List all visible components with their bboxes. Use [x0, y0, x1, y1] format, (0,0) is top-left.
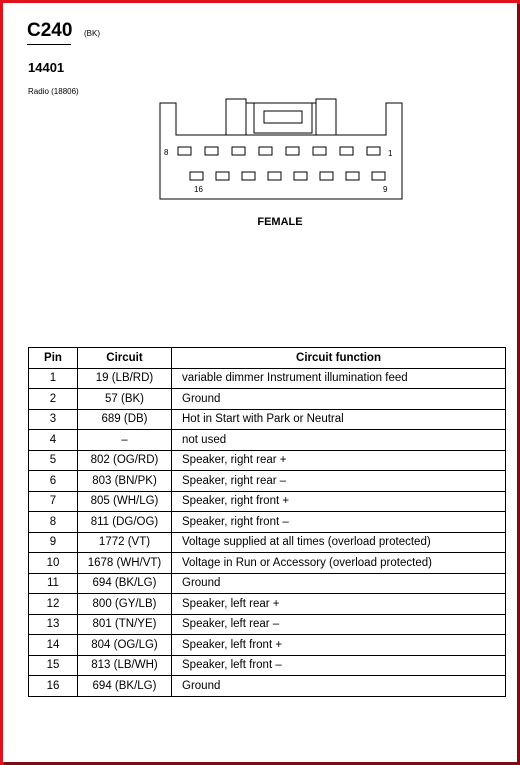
pin-number: 3 — [29, 409, 78, 430]
pin-cavity-15 — [216, 172, 229, 180]
circuit-code: 804 (OG/LG) — [78, 635, 172, 656]
circuit-function: not used — [172, 430, 506, 451]
table-row — [29, 676, 506, 697]
header-circuit-function: Circuit function — [172, 348, 506, 369]
circuit-function: Ground — [172, 676, 506, 697]
pin-number: 12 — [29, 594, 78, 615]
pin-cavity-10 — [346, 172, 359, 180]
circuit-code: 800 (GY/LB) — [78, 594, 172, 615]
circuit-function: Speaker, left front – — [172, 655, 506, 676]
pin-label-9: 9 — [383, 185, 388, 194]
circuit-code: 694 (BK/LG) — [78, 573, 172, 594]
connector-id: C240 — [27, 20, 73, 41]
circuit-code: 689 (DB) — [78, 409, 172, 430]
table-row — [29, 491, 506, 512]
pin-number: 2 — [29, 389, 78, 410]
pin-number: 8 — [29, 512, 78, 533]
table-row — [29, 389, 506, 410]
part-number: 14401 — [28, 60, 65, 75]
pin-cavity-3 — [313, 147, 326, 155]
table-row — [29, 471, 506, 492]
pin-number: 11 — [29, 573, 78, 594]
circuit-function: Hot in Start with Park or Neutral — [172, 409, 506, 430]
table-row — [29, 532, 506, 553]
table-row — [29, 594, 506, 615]
circuit-code: 694 (BK/LG) — [78, 676, 172, 697]
table-row — [29, 512, 506, 533]
table-row — [29, 553, 506, 574]
circuit-code: 801 (TN/YE) — [78, 614, 172, 635]
pin-number: 4 — [29, 430, 78, 451]
pin-cavity-4 — [286, 147, 299, 155]
pin-number: 6 — [29, 471, 78, 492]
circuit-code: 813 (LB/WH) — [78, 655, 172, 676]
circuit-code: 1678 (WH/VT) — [78, 553, 172, 574]
table-row — [29, 573, 506, 594]
component-name: Radio (18806) — [28, 87, 79, 96]
table-row — [29, 430, 506, 451]
circuit-code: 803 (BN/PK) — [78, 471, 172, 492]
pin-number: 16 — [29, 676, 78, 697]
circuit-code: 19 (LB/RD) — [78, 368, 172, 389]
circuit-code: 1772 (VT) — [78, 532, 172, 553]
pin-number: 7 — [29, 491, 78, 512]
circuit-code: 811 (DG/OG) — [78, 512, 172, 533]
pin-number: 14 — [29, 635, 78, 656]
circuit-function: Voltage supplied at all times (overload protected) — [172, 532, 506, 553]
pin-cavity-8 — [178, 147, 191, 155]
circuit-code: 805 (WH/LG) — [78, 491, 172, 512]
pin-cavity-16 — [190, 172, 203, 180]
connector-gender: FEMALE — [257, 216, 303, 228]
pin-cavity-13 — [268, 172, 281, 180]
pin-cavity-6 — [232, 147, 245, 155]
connector-face-diagram — [150, 95, 420, 205]
circuit-function: Speaker, right rear – — [172, 471, 506, 492]
pin-number: 5 — [29, 450, 78, 471]
pin-cavity-11 — [320, 172, 333, 180]
circuit-function: Speaker, right front – — [172, 512, 506, 533]
circuit-function: Ground — [172, 389, 506, 410]
circuit-function: Speaker, left rear + — [172, 594, 506, 615]
table-row — [29, 450, 506, 471]
pin-number: 9 — [29, 532, 78, 553]
pin-table — [28, 347, 506, 697]
pin-cavity-7 — [205, 147, 218, 155]
pin-cavity-9 — [372, 172, 385, 180]
circuit-function: Voltage in Run or Accessory (overload protected) — [172, 553, 506, 574]
pin-label-16: 16 — [194, 185, 203, 194]
circuit-function: Ground — [172, 573, 506, 594]
table-row — [29, 614, 506, 635]
circuit-function: Speaker, left front + — [172, 635, 506, 656]
pin-number: 15 — [29, 655, 78, 676]
circuit-code: – — [78, 430, 172, 451]
circuit-function: Speaker, left rear – — [172, 614, 506, 635]
pin-cavity-2 — [340, 147, 353, 155]
pin-number: 10 — [29, 553, 78, 574]
table-row — [29, 635, 506, 656]
connector-color-code: (BK) — [84, 29, 100, 38]
table-row — [29, 368, 506, 389]
pin-label-8: 8 — [164, 148, 169, 157]
pin-cavity-5 — [259, 147, 272, 155]
pin-cavity-12 — [294, 172, 307, 180]
circuit-function: Speaker, right front + — [172, 491, 506, 512]
pin-cavity-1 — [367, 147, 380, 155]
pin-cavity-14 — [242, 172, 255, 180]
table-row — [29, 655, 506, 676]
header-pin: Pin — [29, 348, 78, 369]
pin-table-header — [29, 348, 506, 369]
header-circuit: Circuit — [78, 348, 172, 369]
pin-number: 1 — [29, 368, 78, 389]
circuit-code: 57 (BK) — [78, 389, 172, 410]
pin-number: 13 — [29, 614, 78, 635]
pin-label-1: 1 — [388, 149, 393, 158]
table-row — [29, 409, 506, 430]
circuit-code: 802 (OG/RD) — [78, 450, 172, 471]
circuit-function: variable dimmer Instrument illumination feed — [172, 368, 506, 389]
circuit-function: Speaker, right rear + — [172, 450, 506, 471]
connector-id-underline — [27, 44, 71, 45]
